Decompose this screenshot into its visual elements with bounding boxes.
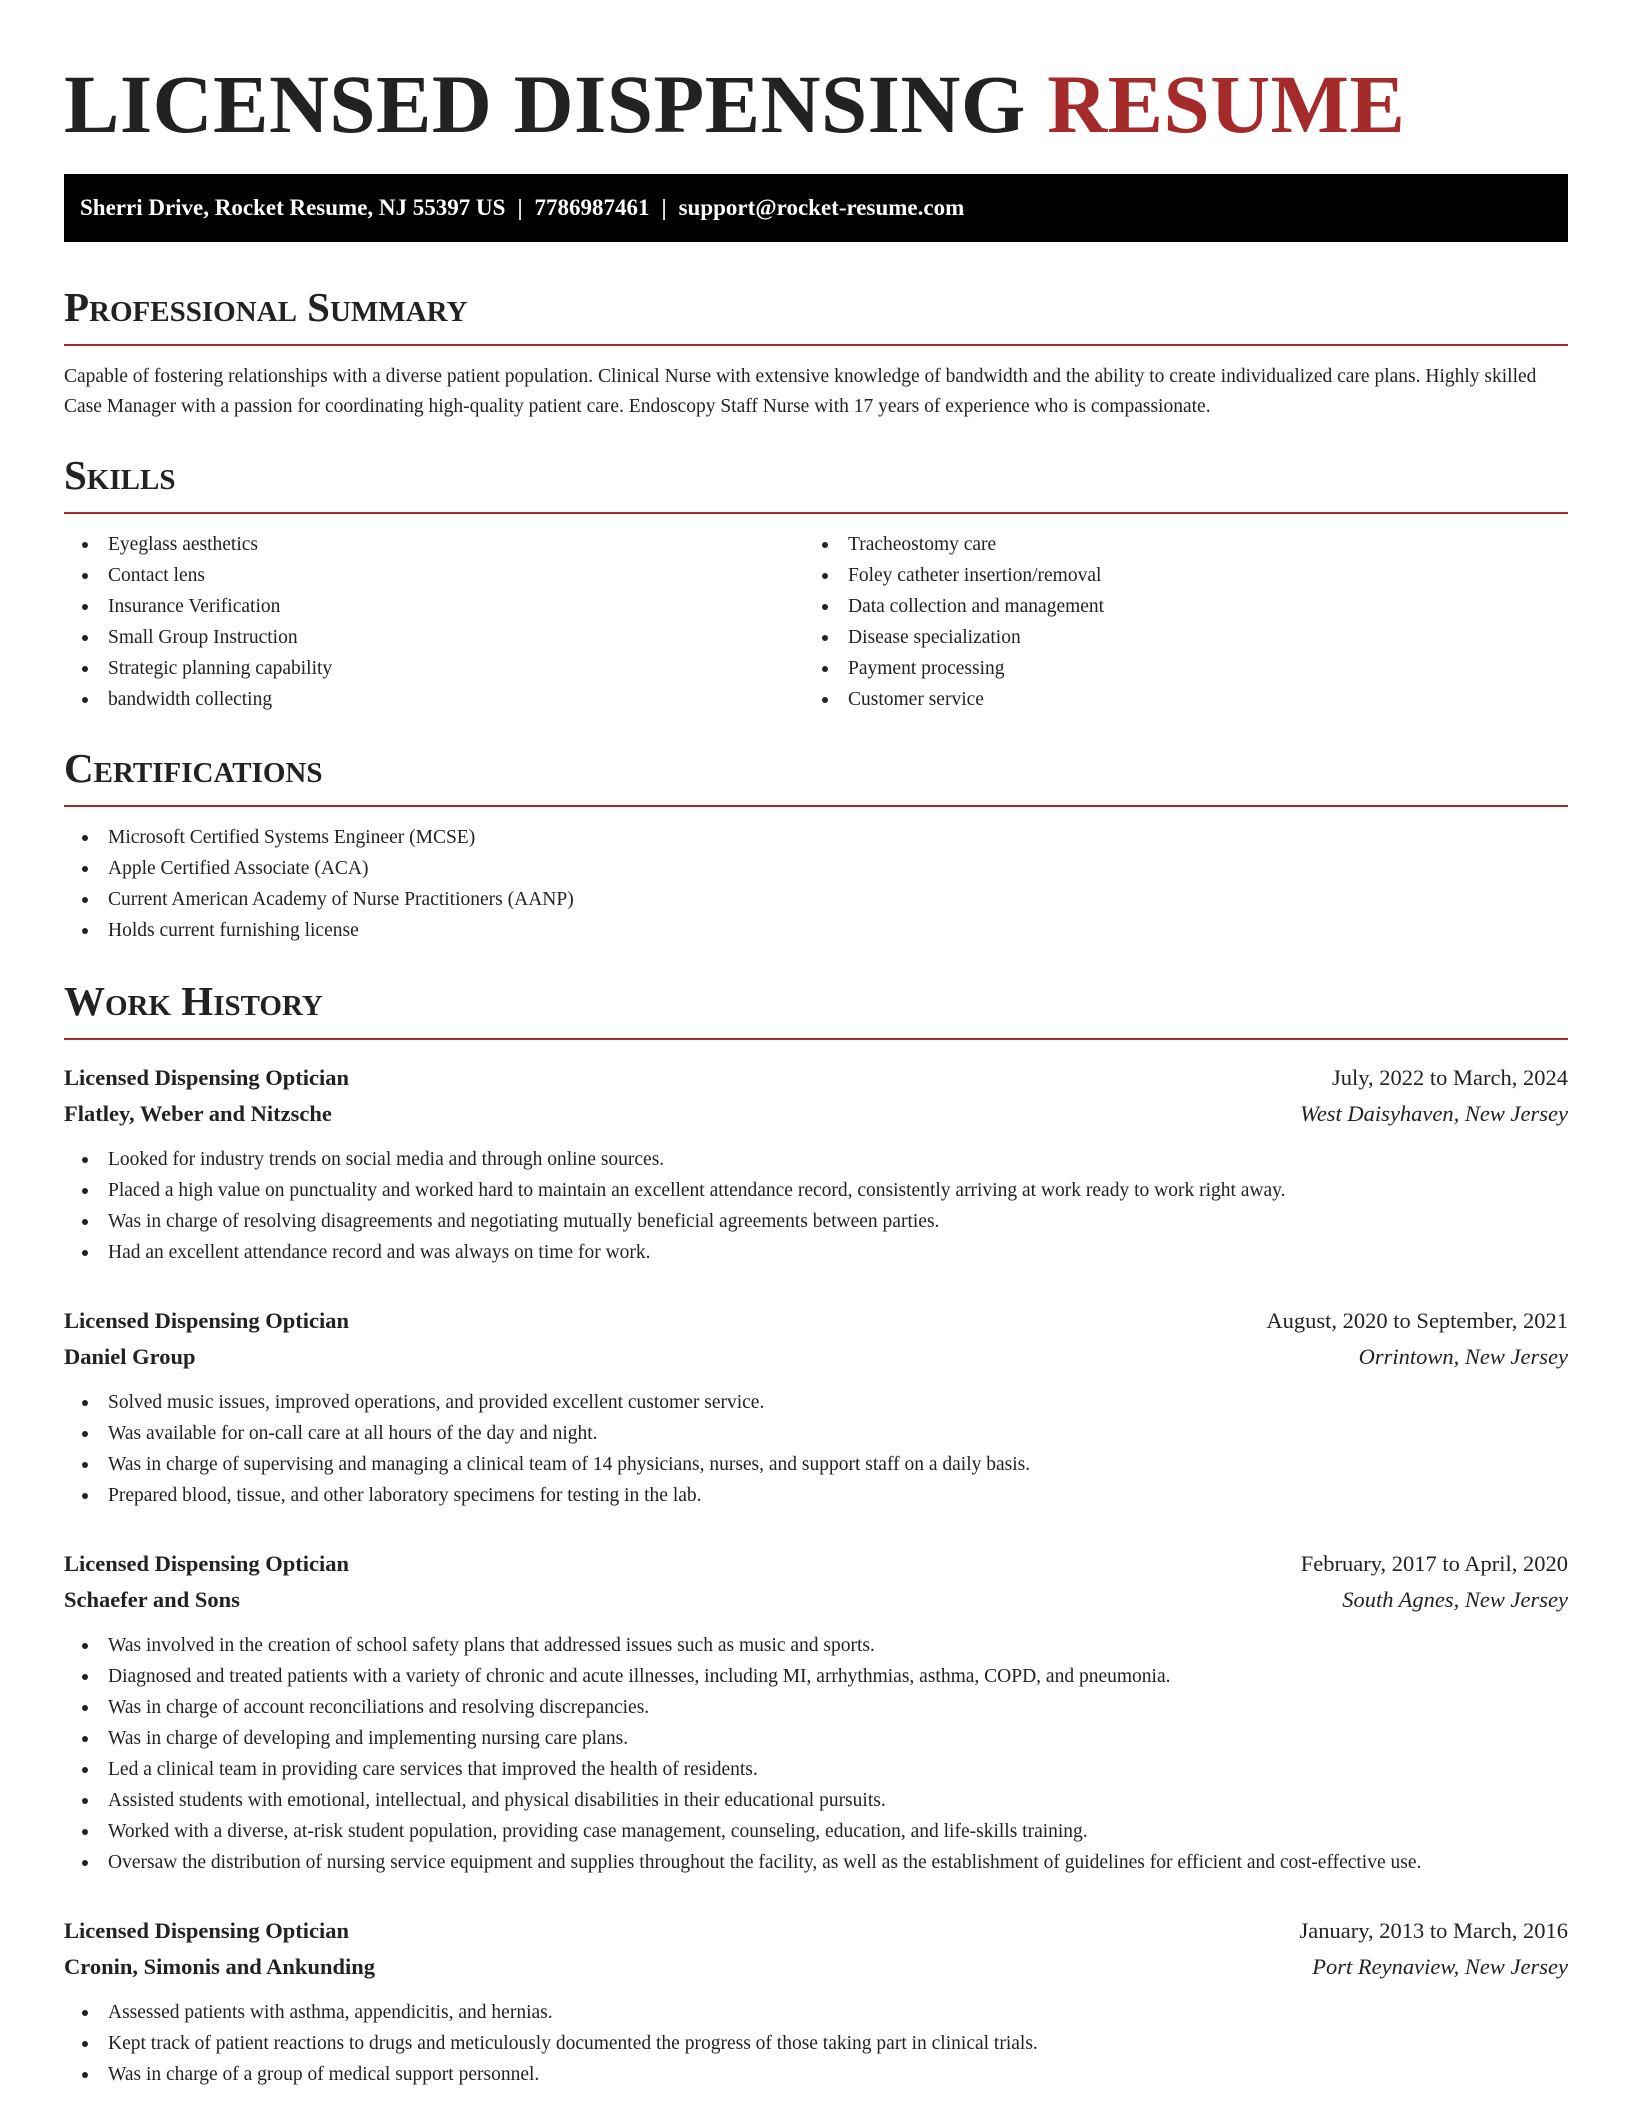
job-dates: January, 2013 to March, 2016 — [1299, 1918, 1568, 1943]
job-company-row — [64, 1949, 1568, 1985]
contact-separator: | — [517, 195, 523, 220]
job-bullet-list — [64, 1997, 1568, 2090]
job-company-row — [64, 1339, 1568, 1375]
skill-item: Tracheostomy care — [804, 529, 1544, 560]
certifications-heading: Certifications — [64, 743, 1568, 807]
work-history-heading: Work History — [64, 976, 1568, 1040]
job-bullet: Led a clinical team in providing care services that improved the health of residents. — [64, 1754, 1568, 1785]
skill-item: Eyeglass aesthetics — [64, 529, 804, 560]
job-bullet: Assisted students with emotional, intellectual, and physical disabilities in their educational pursuits. — [64, 1785, 1568, 1816]
job-title: Licensed Dispensing Optician — [64, 1308, 350, 1333]
skill-item: Disease specialization — [804, 622, 1544, 653]
job-location: South Agnes, New Jersey — [1342, 1587, 1568, 1612]
job-company: Flatley, Weber and Nitzsche — [64, 1101, 332, 1126]
job-bullet: Solved music issues, improved operations, and provided excellent customer service. — [64, 1387, 1568, 1418]
summary-heading: Professional Summary — [64, 282, 1568, 346]
job-bullet-list — [64, 1387, 1568, 1511]
skill-item: Customer service — [804, 684, 1544, 715]
certification-item: Holds current furnishing license — [64, 915, 1568, 946]
skills-section — [64, 450, 1568, 715]
contact-bar — [64, 174, 1568, 242]
job-bullet: Placed a high value on punctuality and worked hard to maintain an excellent attendance record, consistently arriving at work ready to work right away. — [64, 1175, 1568, 1206]
skill-item: Insurance Verification — [64, 591, 804, 622]
skills-grid — [64, 529, 1568, 715]
job-entry — [64, 1303, 1568, 1511]
certification-item: Apple Certified Associate (ACA) — [64, 853, 1568, 884]
job-company: Schaefer and Sons — [64, 1587, 240, 1612]
resume-title-main: LICENSED DISPENSING — [64, 58, 1048, 150]
resume-page — [64, 0, 1568, 2090]
job-bullet: Oversaw the distribution of nursing service equipment and supplies throughout the facility, as well as the establishment of guidelines for efficient and cost-effective use. — [64, 1847, 1568, 1878]
certifications-section — [64, 743, 1568, 946]
job-entry — [64, 1546, 1568, 1878]
job-bullet: Diagnosed and treated patients with a variety of chronic and acute illnesses, including MI, arrhythmias, asthma, COPD, and pneumonia. — [64, 1661, 1568, 1692]
job-company: Daniel Group — [64, 1344, 196, 1369]
work-history-section — [64, 976, 1568, 2090]
job-header-row — [64, 1546, 1568, 1582]
job-bullet-list — [64, 1630, 1568, 1878]
job-bullet: Was in charge of resolving disagreements and negotiating mutually beneficial agreements between parties. — [64, 1206, 1568, 1237]
job-header-row — [64, 1060, 1568, 1096]
job-entry — [64, 1060, 1568, 1268]
job-bullet: Was in charge of supervising and managing a clinical team of 14 physicians, nurses, and support staff on a daily basis. — [64, 1449, 1568, 1480]
skill-item: Data collection and management — [804, 591, 1544, 622]
job-title: Licensed Dispensing Optician — [64, 1551, 350, 1576]
contact-separator: | — [661, 195, 667, 220]
job-location: West Daisyhaven, New Jersey — [1300, 1101, 1568, 1126]
job-header-row — [64, 1303, 1568, 1339]
skill-item: Contact lens — [64, 560, 804, 591]
skill-item: Small Group Instruction — [64, 622, 804, 653]
job-bullet: Had an excellent attendance record and was always on time for work. — [64, 1237, 1568, 1268]
job-dates: July, 2022 to March, 2024 — [1331, 1065, 1568, 1090]
certification-item: Microsoft Certified Systems Engineer (MCSE) — [64, 822, 1568, 853]
skill-item: Payment processing — [804, 653, 1544, 684]
job-location: Port Reynaview, New Jersey — [1312, 1954, 1568, 1979]
job-title: Licensed Dispensing Optician — [64, 1065, 350, 1090]
job-bullet: Was involved in the creation of school safety plans that addressed issues such as music and sports. — [64, 1630, 1568, 1661]
summary-section — [64, 282, 1568, 422]
job-dates: February, 2017 to April, 2020 — [1300, 1551, 1568, 1576]
resume-title — [64, 0, 1568, 150]
job-bullet: Was in charge of a group of medical support personnel. — [64, 2059, 1568, 2090]
skills-list-right — [804, 529, 1544, 715]
job-dates: August, 2020 to September, 2021 — [1266, 1308, 1568, 1333]
job-company-row — [64, 1582, 1568, 1618]
job-bullet-list — [64, 1144, 1568, 1268]
job-bullet: Prepared blood, tissue, and other laboratory specimens for testing in the lab. — [64, 1480, 1568, 1511]
summary-text: Capable of fostering relationships with a diverse patient population. Clinical Nurse with extensive knowledge of bandwidth and the ability to create individualized care plans. Highly skilled Case Manager with a passion for coordinating high-quality patient care. Endoscopy Staff Nurse with 17 years of experience who is compassionate. — [64, 366, 1537, 417]
skills-heading: Skills — [64, 450, 1568, 514]
certification-item: Current American Academy of Nurse Practitioners (AANP) — [64, 884, 1568, 915]
job-bullet: Kept track of patient reactions to drugs and meticulously documented the progress of those taking part in clinical trials. — [64, 2028, 1568, 2059]
skill-item: bandwidth collecting — [64, 684, 804, 715]
skills-list-left — [64, 529, 804, 715]
job-bullet: Was available for on-call care at all hours of the day and night. — [64, 1418, 1568, 1449]
job-header-row — [64, 1913, 1568, 1949]
certifications-list — [64, 822, 1568, 946]
skill-item: Foley catheter insertion/removal — [804, 560, 1544, 591]
job-bullet: Worked with a diverse, at-risk student population, providing case management, counseling, education, and life-skills training. — [64, 1816, 1568, 1847]
skill-item: Strategic planning capability — [64, 653, 804, 684]
resume-title-accent: RESUME — [1047, 58, 1406, 150]
job-company: Cronin, Simonis and Ankunding — [64, 1954, 376, 1979]
contact-address: Sherri Drive, Rocket Resume, NJ 55397 US — [80, 195, 506, 220]
job-bullet: Assessed patients with asthma, appendicitis, and hernias. — [64, 1997, 1568, 2028]
job-bullet: Looked for industry trends on social media and through online sources. — [64, 1144, 1568, 1175]
job-bullet: Was in charge of account reconciliations and resolving discrepancies. — [64, 1692, 1568, 1723]
contact-email: support@rocket-resume.com — [678, 195, 965, 220]
contact-phone: 7786987461 — [534, 195, 650, 220]
job-entry — [64, 1913, 1568, 2090]
job-bullet: Was in charge of developing and implementing nursing care plans. — [64, 1723, 1568, 1754]
job-title: Licensed Dispensing Optician — [64, 1918, 350, 1943]
job-company-row — [64, 1096, 1568, 1132]
job-location: Orrintown, New Jersey — [1358, 1344, 1568, 1369]
